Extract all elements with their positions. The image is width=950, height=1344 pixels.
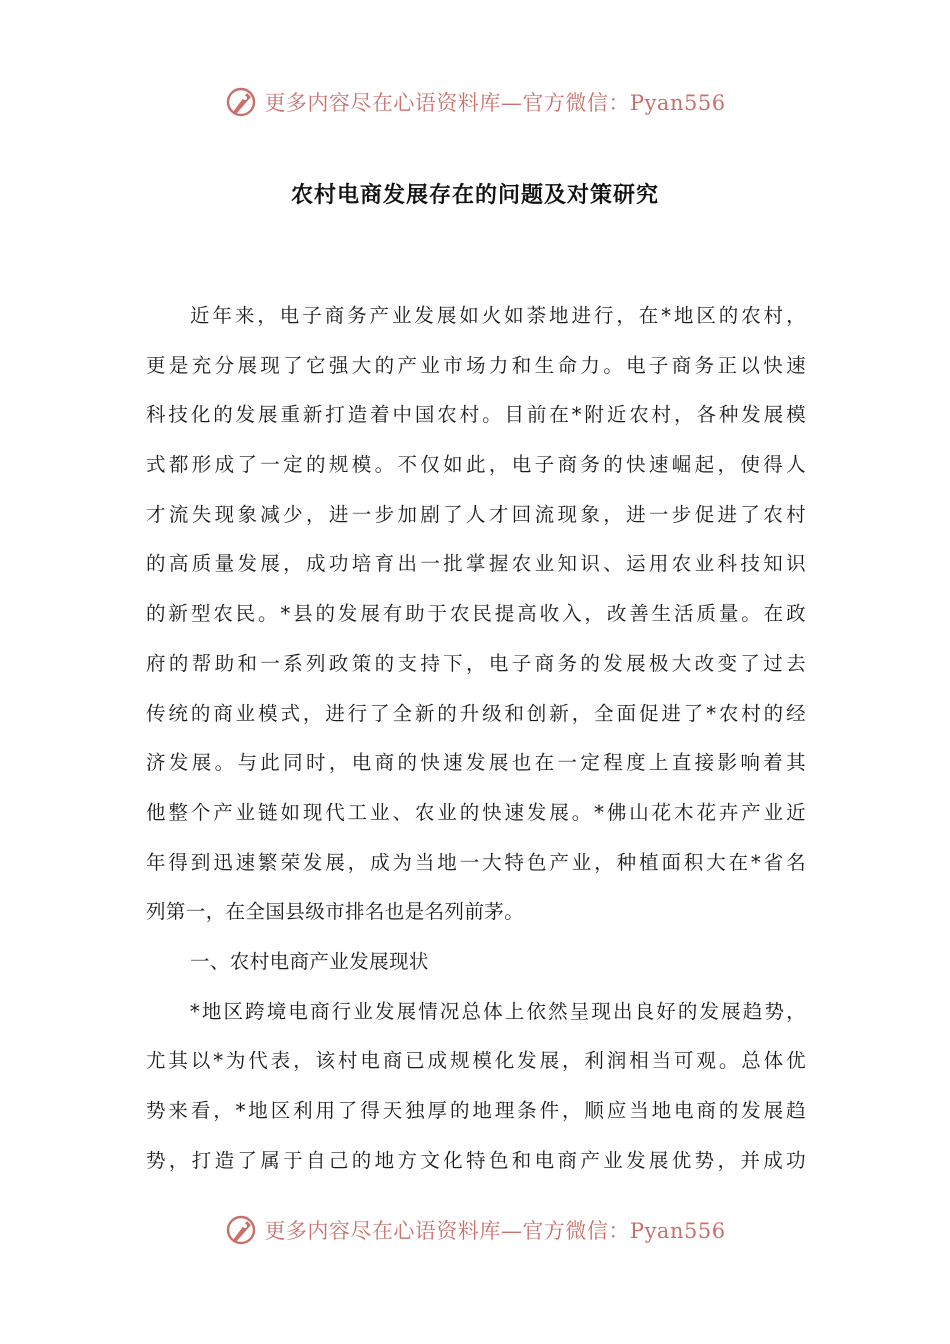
paragraph-line: 才流失现象减少，进一步加剧了人才回流现象，进一步促进了农村 [146,502,806,526]
pen-nib-circle-icon [224,85,258,119]
paragraph-line: 的新型农民。*县的发展有助于农民提高收入，改善生活质量。在政 [146,602,806,626]
paragraph-line: 尤其以*为代表，该村电商已成规模化发展，利润相当可观。总体优 [146,1049,806,1073]
footer-watermark [0,1210,950,1250]
document-body [146,291,806,1185]
paragraph-line: 势来看，*地区利用了得天独厚的地理条件，顺应当地电商的发展趋 [146,1099,806,1122]
paragraph-line: 列第一，在全国县级市排名也是名列前茅。 [146,900,525,924]
watermark-text: 更多内容尽在心语资料库—官方微信：Pyan556 [264,1219,726,1243]
paragraph-line: 势，打造了属于自己的地方文化特色和电商产业发展优势，并成功 [146,1148,806,1172]
paragraph-line: 传统的商业模式，进行了全新的升级和创新，全面促进了*农村的经 [146,701,806,725]
paragraph-line: 他整个产业链如现代工业、农业的快速发展。*佛山花木花卉产业近 [146,800,806,824]
paragraph-line: 年得到迅速繁荣发展，成为当地一大特色产业，种植面积大在*省名 [146,850,806,874]
paragraph-line: 科技化的发展重新打造着中国农村。目前在*附近农村，各种发展模 [146,403,806,427]
paragraph-line: 济发展。与此同时，电商的快速发展也在一定程度上直接影响着其 [146,751,806,775]
pen-nib-circle-icon [224,1213,258,1247]
paragraph-line: 近年来，电子商务产业发展如火如荼地进行，在*地区的农村， [190,304,806,327]
paragraph-line: 更是充分展现了它强大的产业市场力和生命力。电子商务正以快速 [146,353,806,377]
paragraph-line: *地区跨境电商行业发展情况总体上依然呈现出良好的发展趋势， [190,999,806,1023]
watermark-text: 更多内容尽在心语资料库—官方微信：Pyan556 [264,91,726,115]
paragraph-line: 式都形成了一定的规模。不仅如此，电子商务的快速崛起，使得人 [146,453,806,477]
page-title: 农村电商发展存在的问题及对策研究 [290,183,659,208]
section-heading: 一、农村电商产业发展现状 [190,949,429,973]
paragraph-line: 府的帮助和一系列政策的支持下，电子商务的发展极大改变了过去 [146,651,806,675]
paragraph-line: 的高质量发展，成功培育出一批掌握农业知识、运用农业科技知识 [146,552,806,576]
header-watermark [0,82,950,122]
